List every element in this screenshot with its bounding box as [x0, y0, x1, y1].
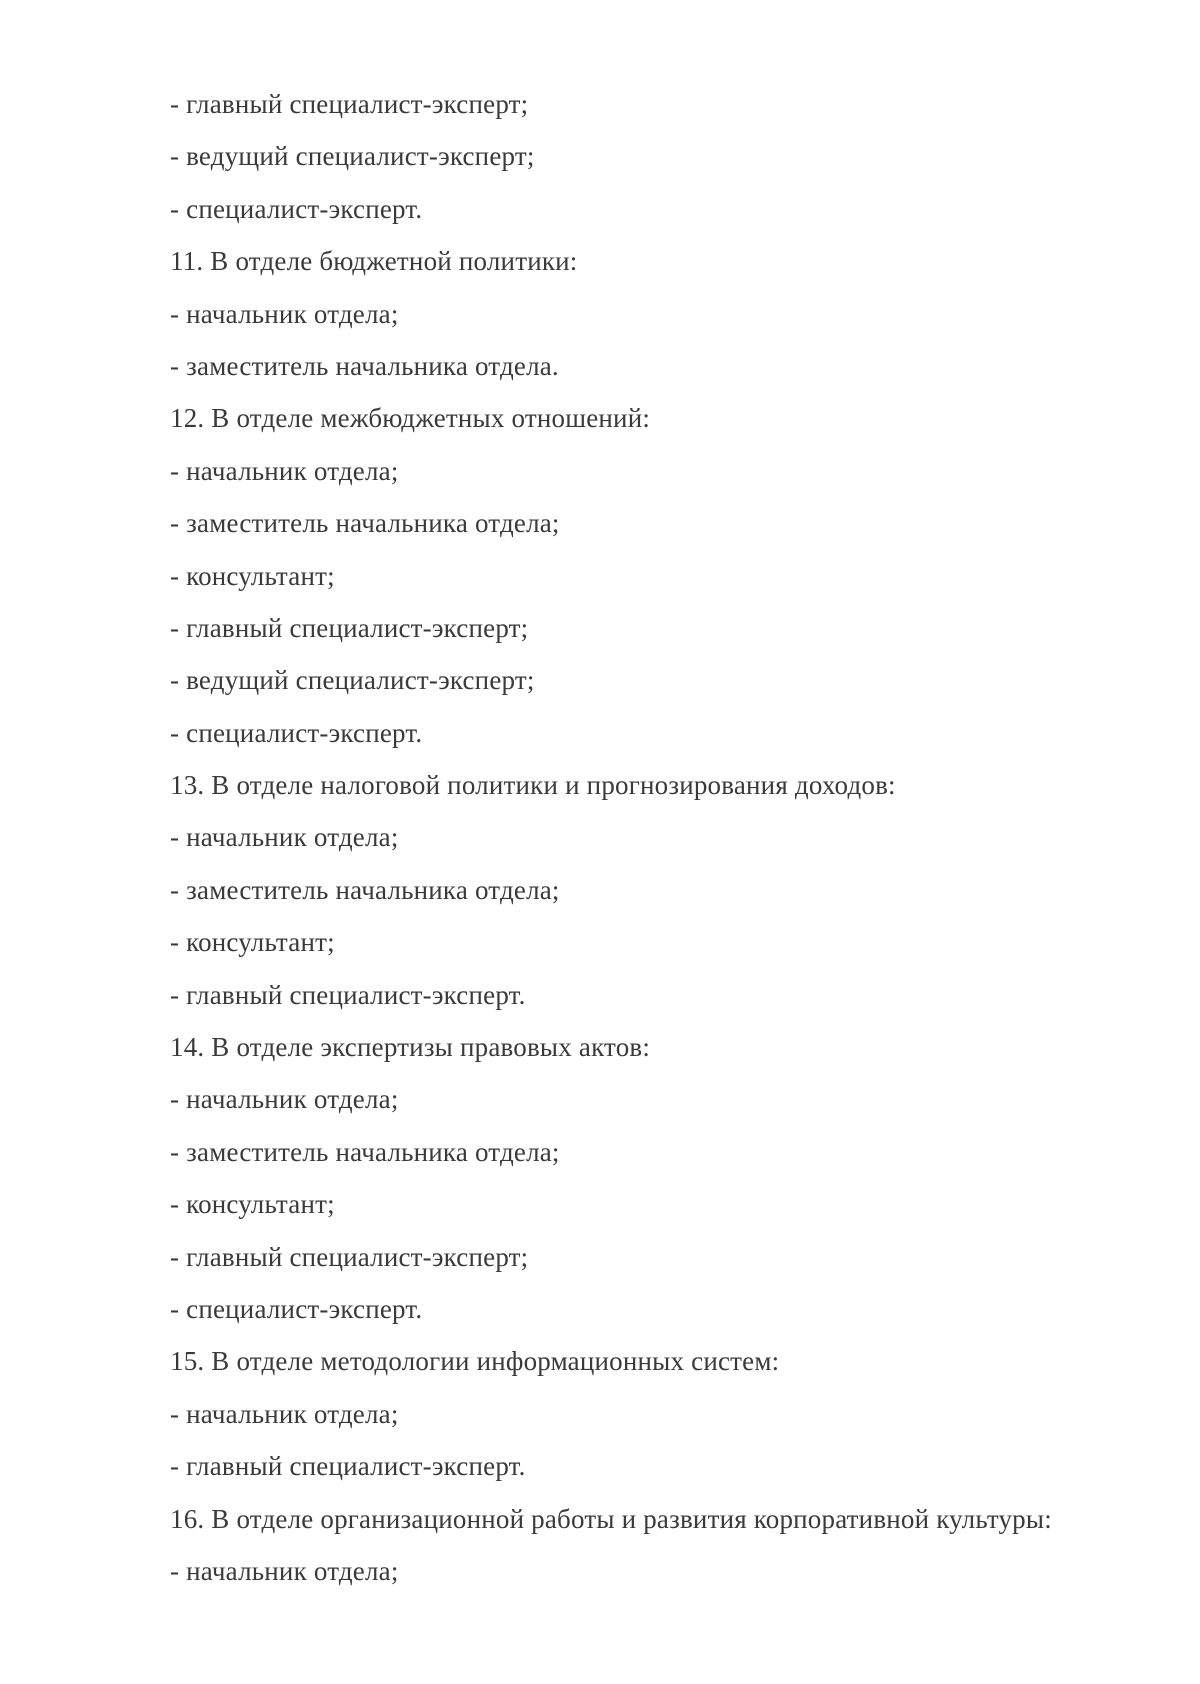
list-item: - главный специалист-эксперт;: [170, 1241, 529, 1272]
section-heading: 16. В отделе организационной работы и развития корпоративной культуры:: [170, 1503, 1052, 1534]
list-item: - главный специалист-эксперт.: [170, 1451, 526, 1482]
section-heading: 12. В отделе межбюджетных отношений:: [170, 403, 651, 434]
list-item: - консультант;: [170, 927, 335, 958]
list-item: - начальник отдела;: [170, 455, 399, 486]
list-item: - заместитель начальника отдела;: [170, 508, 560, 539]
section-heading: 13. В отделе налоговой политики и прогнозирования доходов:: [170, 770, 896, 801]
list-item: - специалист-эксперт.: [170, 717, 423, 748]
list-item: - главный специалист-эксперт;: [170, 612, 529, 643]
section-heading: 11. В отделе бюджетной политики:: [170, 246, 578, 277]
list-item: - специалист-эксперт.: [170, 193, 423, 224]
section-heading: 14. В отделе экспертизы правовых актов:: [170, 1032, 651, 1063]
list-item: - начальник отдела;: [170, 1398, 399, 1429]
list-item: - начальник отдела;: [170, 1084, 399, 1115]
section-heading: 15. В отделе методологии информационных систем:: [170, 1346, 780, 1377]
list-item: - главный специалист-эксперт;: [170, 89, 529, 119]
list-item: - главный специалист-эксперт.: [170, 979, 526, 1010]
list-item: - специалист-эксперт.: [170, 1293, 423, 1324]
list-item: - заместитель начальника отдела;: [170, 1136, 560, 1167]
list-item: - ведущий специалист-эксперт;: [170, 665, 535, 696]
list-item: - начальник отдела;: [170, 298, 399, 329]
list-item: - начальник отдела;: [170, 822, 399, 853]
list-item: - консультант;: [170, 1189, 335, 1220]
list-item: - консультант;: [170, 560, 335, 591]
list-item: - начальник отдела;: [170, 1555, 399, 1586]
list-item: - заместитель начальника отдела.: [170, 350, 559, 381]
list-item: - заместитель начальника отдела;: [170, 874, 560, 905]
list-item: - ведущий специалист-эксперт;: [170, 141, 535, 172]
document-body: [170, 84, 1150, 1603]
